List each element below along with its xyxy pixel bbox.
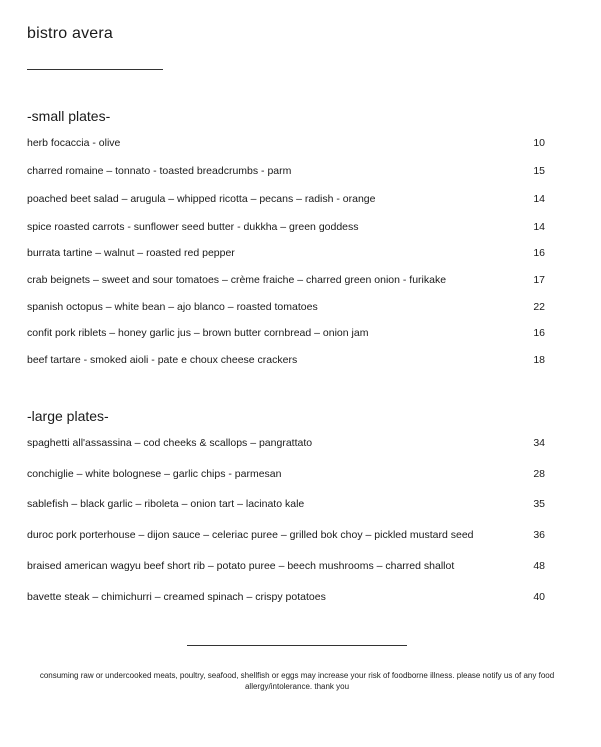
menu-item: [27, 300, 545, 314]
menu-item-price: 34: [533, 437, 545, 449]
menu-item-name: poached beet salad – arugula – whipped ricotta – pecans – radish - orange: [27, 193, 376, 205]
menu-item-price: 16: [533, 327, 545, 339]
menu-item: [27, 164, 545, 178]
menu-item: [27, 326, 545, 340]
menu-item-price: 48: [533, 560, 545, 572]
menu-item-name: burrata tartine – walnut – roasted red pepper: [27, 247, 235, 259]
menu-item-price: 14: [533, 221, 545, 233]
menu-item-price: 36: [533, 529, 545, 541]
menu-item: [27, 590, 545, 604]
menu-item-name: sablefish – black garlic – riboleta – onion tart – lacinato kale: [27, 498, 305, 510]
small-plates-heading: -small plates-: [27, 108, 111, 124]
large-plates-heading: -large plates-: [27, 408, 109, 424]
menu-item-name: charred romaine – tonnato - toasted breadcrumbs - parm: [27, 165, 292, 177]
menu-item: [27, 246, 545, 260]
menu-item: [27, 353, 545, 367]
menu-item-price: 22: [533, 301, 545, 313]
menu-item-price: 16: [533, 247, 545, 259]
menu-item-name: spice roasted carrots - sunflower seed butter - dukkha – green goddess: [27, 221, 359, 233]
menu-item: [27, 136, 545, 150]
menu-item-name: spaghetti all'assassina – cod cheeks & scallops – pangrattato: [27, 437, 313, 449]
menu-item-name: beef tartare - smoked aioli - pate e choux cheese crackers: [27, 354, 298, 366]
menu-item: [27, 436, 545, 450]
menu-item: [27, 467, 545, 481]
menu-item-price: 40: [533, 591, 545, 603]
menu-item: [27, 273, 545, 287]
menu-item-name: braised american wagyu beef short rib – potato puree – beech mushrooms – charred shallot: [27, 560, 455, 572]
menu-item-price: 10: [533, 137, 545, 149]
menu-item-price: 15: [533, 165, 545, 177]
menu-item: [27, 192, 545, 206]
divider-bottom: [187, 645, 407, 646]
divider-top: [27, 69, 163, 70]
menu-item-price: 14: [533, 193, 545, 205]
menu-item: [27, 497, 545, 511]
restaurant-name: bistro avera: [27, 25, 113, 42]
menu-item-price: 18: [533, 354, 545, 366]
menu-item-name: spanish octopus – white bean – ajo blanco – roasted tomatoes: [27, 301, 318, 313]
menu-item-name: duroc pork porterhouse – dijon sauce – celeriac puree – grilled bok choy – pickled mustard seed: [27, 529, 474, 541]
menu-item-name: conchiglie – white bolognese – garlic chips - parmesan: [27, 468, 282, 480]
menu-item: [27, 528, 545, 542]
menu-item-price: 35: [533, 498, 545, 510]
menu-item-name: herb focaccia - olive: [27, 137, 121, 149]
menu-item: [27, 559, 545, 573]
menu-item-price: 17: [533, 274, 545, 286]
allergy-disclaimer: consuming raw or undercooked meats, poultry, seafood, shellfish or eggs may increase your risk of foodborne illness. please notify us of any food allergy/intolerance. thank you: [39, 671, 555, 691]
menu-item-name: confit pork riblets – honey garlic jus – brown butter cornbread – onion jam: [27, 327, 369, 339]
menu-item-name: bavette steak – chimichurri – creamed spinach – crispy potatoes: [27, 591, 326, 603]
menu-item-price: 28: [533, 468, 545, 480]
menu-item-name: crab beignets – sweet and sour tomatoes – crème fraiche – charred green onion - furikake: [27, 274, 447, 286]
menu-item: [27, 220, 545, 234]
